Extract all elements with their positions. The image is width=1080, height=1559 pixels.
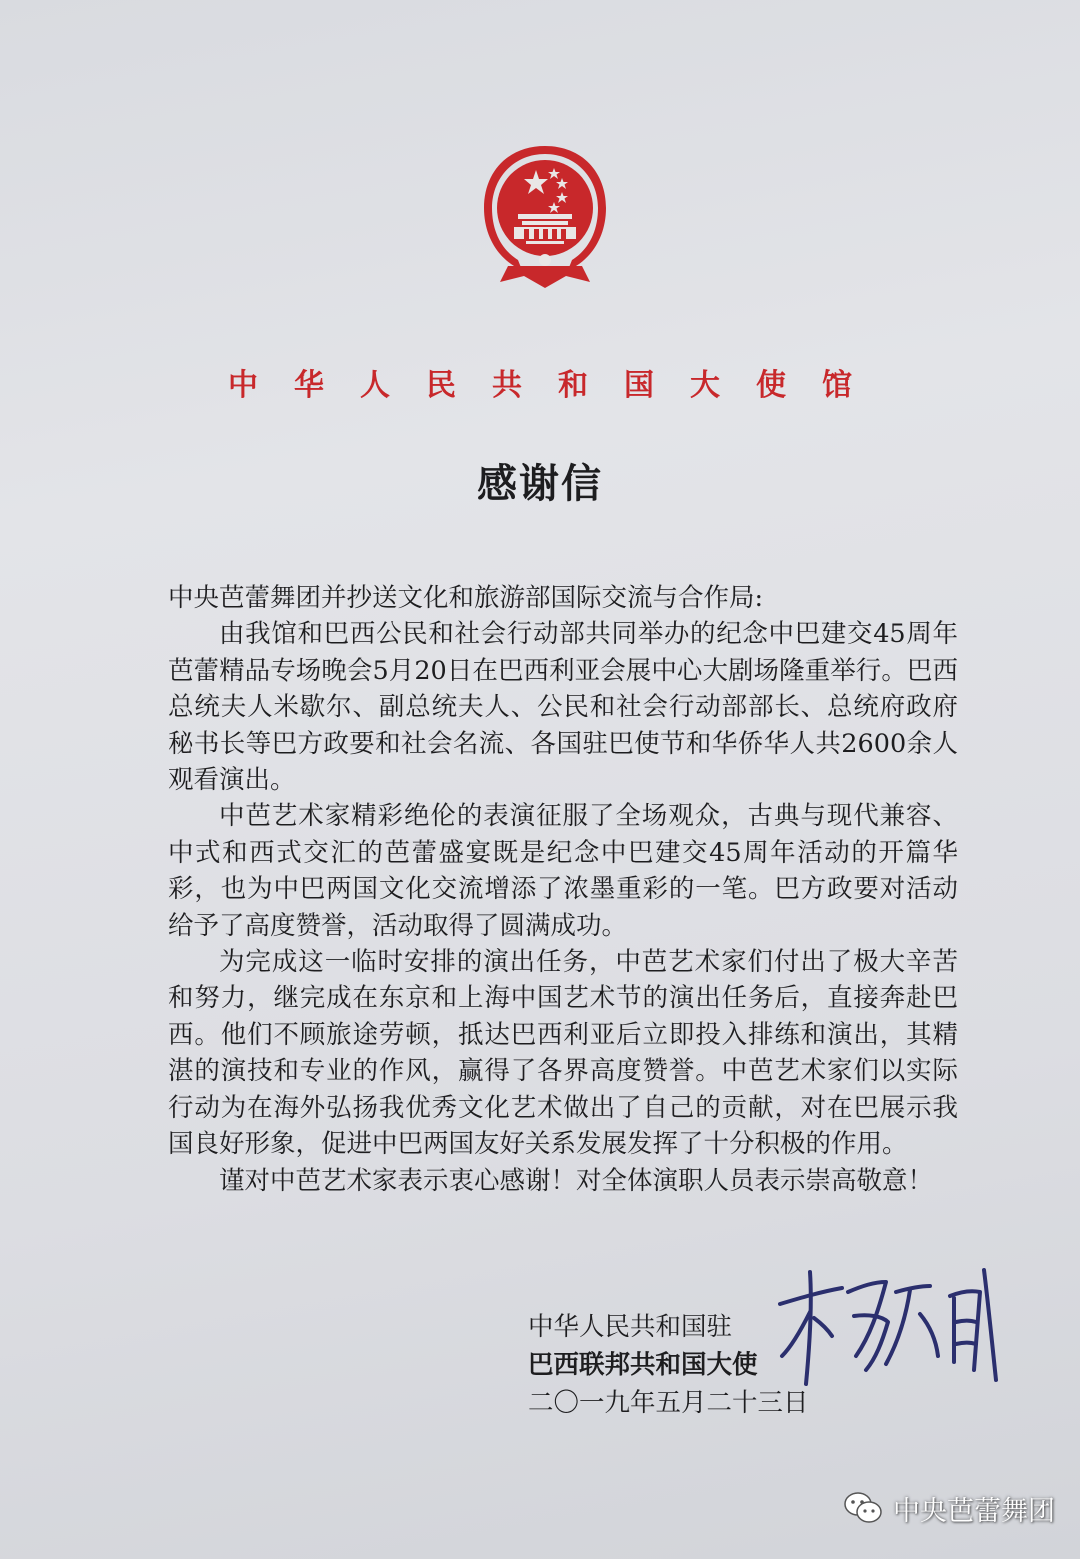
watermark-text: 中央芭蕾舞团 [893, 1495, 1055, 1527]
wechat-icon [843, 1491, 883, 1525]
watermark [843, 1488, 1055, 1528]
paragraph-3: 为完成这一临时安排的演出任务，中芭艺术家们付出了极大辛苦和努力，继完成在东京和上海中国艺术节的演出任务后，直接奔赴巴西。他们不顾旅途劳顿，抵达巴西利亚后立即投入排练和演出，其精湛的演技和专业的作风，赢得了各界高度赞誉。中芭艺术家们以实际行动为在海外弘扬我优秀文化艺术做出了自己的贡献，对在巴展示我国良好形象，促进中巴两国友好关系发展发挥了十分积极的作用。 [168, 947, 958, 1160]
signature-line-1: 中华人民共和国驻 [528, 1312, 733, 1342]
letter-body [168, 580, 958, 1199]
national-emblem-icon [478, 142, 612, 292]
embassy-name: 中华人民共和国大使馆 [228, 368, 888, 403]
signature-line-2: 巴西联邦共和国大使 [528, 1350, 758, 1380]
signature-date: 二〇一九年五月二十三日 [528, 1388, 809, 1418]
handwritten-signature [770, 1252, 1010, 1392]
salutation: 中央芭蕾舞团并抄送文化和旅游部国际交流与合作局: [168, 583, 764, 613]
closing-line: 谨对中芭艺术家表示衷心感谢！对全体演职人员表示崇高敬意！ [219, 1165, 934, 1196]
paragraph-2: 中芭艺术家精彩绝伦的表演征服了全场观众，古典与现代兼容、中式和西式交汇的芭蕾盛宴既是纪念中巴建交45周年活动的开篇华彩，也为中巴两国文化交流增添了浓墨重彩的一笔。巴方政要对活动给予了高度赞誉，活动取得了圆满成功。 [168, 801, 958, 941]
letter-title: 感谢信 [477, 460, 603, 507]
paragraph-1: 由我馆和巴西公民和社会行动部共同举办的纪念中巴建交45周年芭蕾精品专场晚会5月20日在巴西利亚会展中心大剧场隆重举行。巴西总统夫人米歇尔、副总统夫人、公民和社会行动部部长、总统府政府秘书长等巴方政要和社会名流、各国驻巴使节和华侨华人共2600余人观看演出。 [168, 619, 958, 796]
signature-block [528, 1310, 809, 1424]
